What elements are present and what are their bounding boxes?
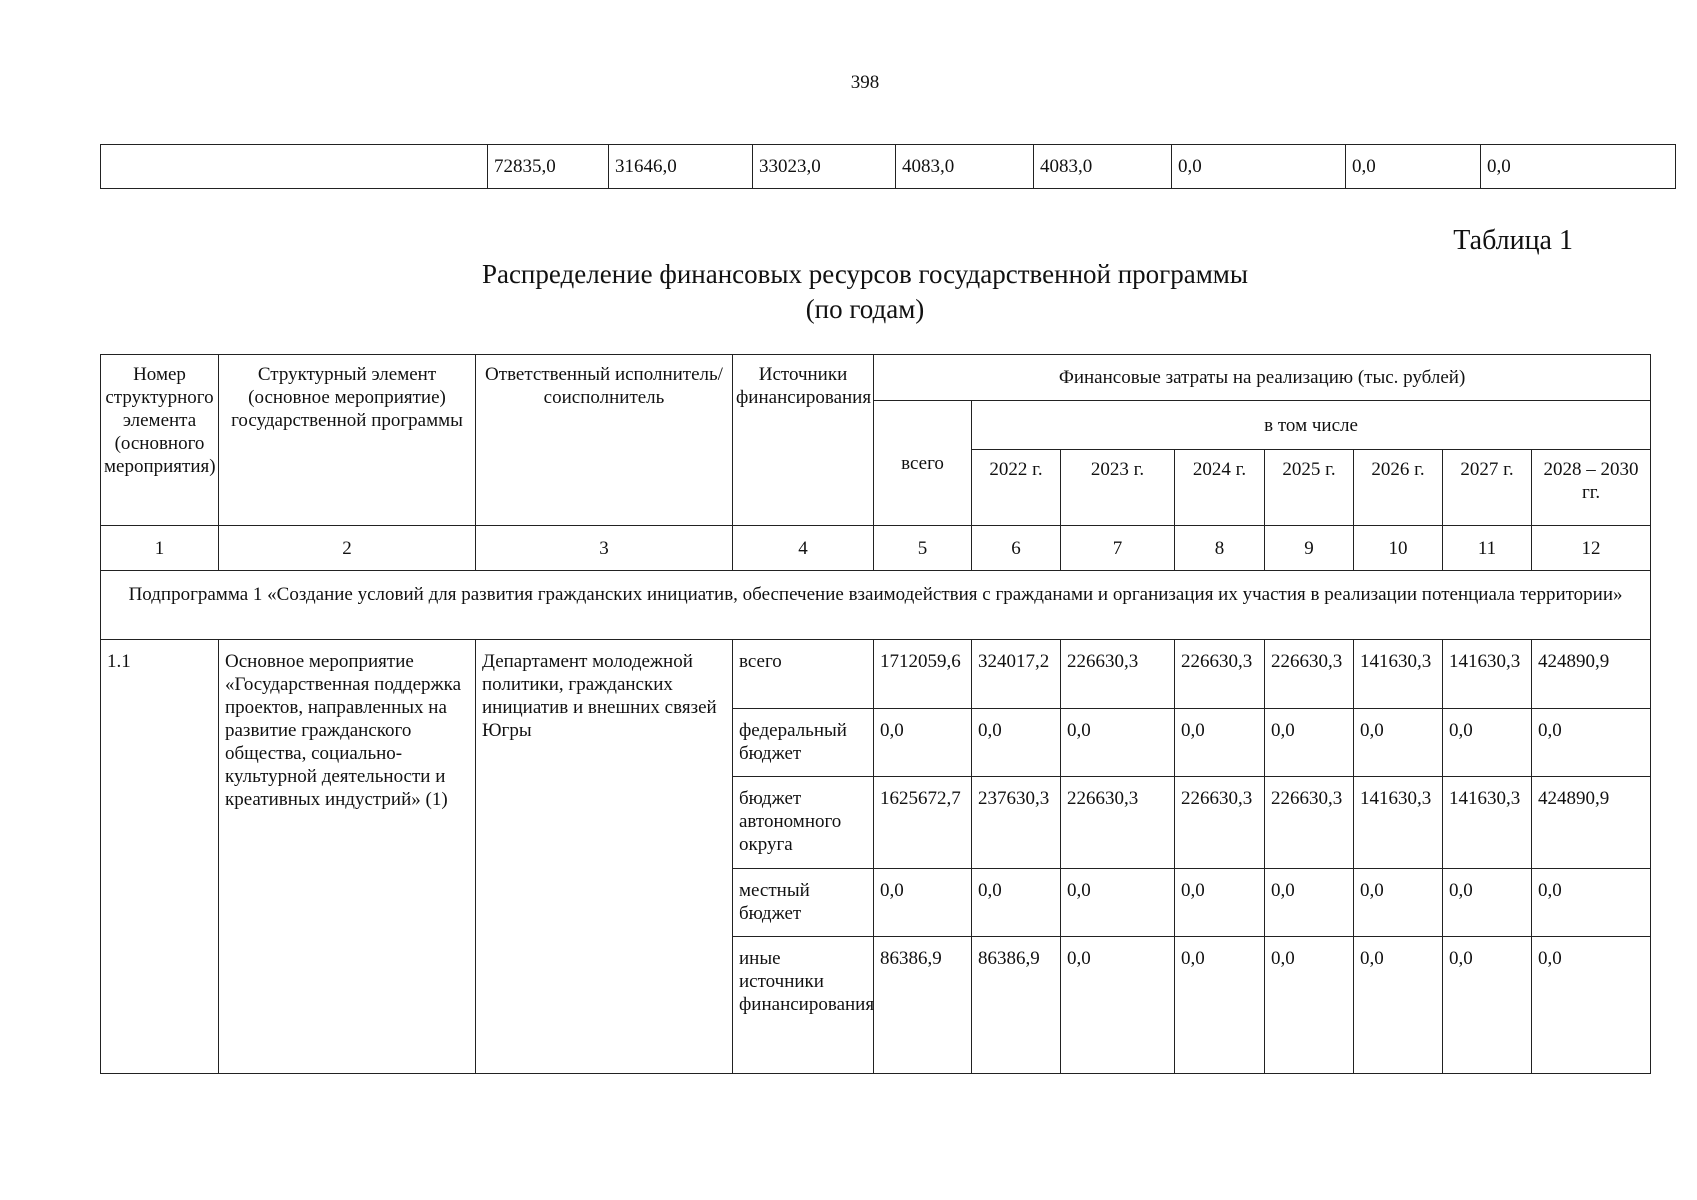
- table-header: [101, 355, 1651, 526]
- value-cell: 86386,9: [874, 937, 972, 1074]
- value-cell: 0,0: [874, 709, 972, 777]
- value-cell: 0,0: [1265, 937, 1354, 1074]
- value-cell: 226630,3: [1175, 777, 1265, 869]
- value-cell: 0,0: [1061, 709, 1175, 777]
- value-cell: 141630,3: [1443, 777, 1532, 869]
- carry-cell: 0,0: [1481, 145, 1676, 189]
- value-cell: 0,0: [1443, 869, 1532, 937]
- value-cell: 1712059,6: [874, 640, 972, 709]
- column-number: 1: [101, 526, 219, 571]
- funding-source: местный бюджет: [733, 869, 874, 937]
- carry-over-row-table: [100, 144, 1676, 189]
- column-number: 4: [733, 526, 874, 571]
- header-structural-element: Структурный элемент (основное мероприятие) государственной программы: [219, 355, 476, 526]
- value-cell: 141630,3: [1354, 777, 1443, 869]
- value-cell: 0,0: [1061, 937, 1175, 1074]
- table-caption: Таблица 1: [1453, 225, 1573, 256]
- carry-over-row: [101, 145, 1676, 189]
- column-number: 7: [1061, 526, 1175, 571]
- subprogram-row: [101, 571, 1651, 640]
- column-number-row: [101, 526, 1651, 571]
- table-title-line2: (по годам): [805, 294, 925, 324]
- value-cell: 0,0: [1265, 869, 1354, 937]
- value-cell: 141630,3: [1354, 640, 1443, 709]
- carry-cell: 4083,0: [896, 145, 1034, 189]
- value-cell: 0,0: [1532, 937, 1651, 1074]
- carry-cell: 72835,0: [488, 145, 609, 189]
- header-year: 2027 г.: [1443, 450, 1532, 526]
- value-cell: 0,0: [1443, 937, 1532, 1074]
- value-cell: 424890,9: [1532, 777, 1651, 869]
- table-row: [101, 640, 1651, 709]
- column-number: 6: [972, 526, 1061, 571]
- column-number: 10: [1354, 526, 1443, 571]
- carry-cell: 33023,0: [753, 145, 896, 189]
- value-cell: 0,0: [1061, 869, 1175, 937]
- funding-source: всего: [733, 640, 874, 709]
- value-cell: 0,0: [1175, 937, 1265, 1074]
- value-cell: 1625672,7: [874, 777, 972, 869]
- value-cell: 0,0: [874, 869, 972, 937]
- value-cell: 324017,2: [972, 640, 1061, 709]
- header-year: 2026 г.: [1354, 450, 1443, 526]
- header-year: 2023 г.: [1061, 450, 1175, 526]
- header-year: 2022 г.: [972, 450, 1061, 526]
- carry-cell: 0,0: [1172, 145, 1346, 189]
- value-cell: 0,0: [972, 709, 1061, 777]
- value-cell: 0,0: [1532, 709, 1651, 777]
- item-executor: Департамент молодежной политики, гражданских инициатив и внешних связей Югры: [476, 640, 733, 1074]
- column-number: 2: [219, 526, 476, 571]
- item-name: Основное мероприятие «Государственная поддержка проектов, направленных на развитие гражданского общества, социально-культурной деятельности и креативных индустрий» (1): [219, 640, 476, 1074]
- value-cell: 226630,3: [1175, 640, 1265, 709]
- value-cell: 86386,9: [972, 937, 1061, 1074]
- value-cell: 226630,3: [1061, 640, 1175, 709]
- value-cell: 0,0: [1175, 709, 1265, 777]
- value-cell: 0,0: [1532, 869, 1651, 937]
- header-year: 2024 г.: [1175, 450, 1265, 526]
- subprogram-title: Подпрограмма 1 «Создание условий для развития гражданских инициатив, обеспечение взаимодействия с гражданами и организация их участия в реализации потенциала территории»: [101, 571, 1651, 640]
- column-number: 3: [476, 526, 733, 571]
- value-cell: 0,0: [1354, 869, 1443, 937]
- header-financial-costs: Финансовые затраты на реализацию (тыс. рублей): [874, 355, 1651, 401]
- header-total: всего: [874, 401, 972, 526]
- funding-source: иные источники финансирования: [733, 937, 874, 1074]
- value-cell: 0,0: [1354, 709, 1443, 777]
- value-cell: 226630,3: [1265, 640, 1354, 709]
- value-cell: 226630,3: [1061, 777, 1175, 869]
- header-including: в том числе: [972, 401, 1651, 450]
- table-title: [0, 257, 1697, 327]
- column-number: 11: [1443, 526, 1532, 571]
- header-funding-sources: Источники финансирования: [733, 355, 874, 526]
- value-cell: 0,0: [972, 869, 1061, 937]
- column-number: 5: [874, 526, 972, 571]
- financial-distribution-table: [100, 354, 1651, 1074]
- value-cell: 226630,3: [1265, 777, 1354, 869]
- header-item-number: Номер структурного элемента (основного мероприятия): [101, 355, 219, 526]
- column-number: 12: [1532, 526, 1651, 571]
- value-cell: 237630,3: [972, 777, 1061, 869]
- header-executor: Ответственный исполнитель/соисполнитель: [476, 355, 733, 526]
- carry-cell: 31646,0: [609, 145, 753, 189]
- header-year: 2028 – 2030 гг.: [1532, 450, 1651, 526]
- table-title-line1: Распределение финансовых ресурсов государственной программы: [481, 259, 1249, 289]
- column-number: 9: [1265, 526, 1354, 571]
- value-cell: 424890,9: [1532, 640, 1651, 709]
- value-cell: 0,0: [1443, 709, 1532, 777]
- column-number: 8: [1175, 526, 1265, 571]
- carry-cell: 4083,0: [1034, 145, 1172, 189]
- page-number: 398: [850, 72, 880, 93]
- carry-cell: 0,0: [1346, 145, 1481, 189]
- funding-source: федеральный бюджет: [733, 709, 874, 777]
- carry-empty-cell: [101, 145, 488, 189]
- value-cell: 0,0: [1175, 869, 1265, 937]
- value-cell: 0,0: [1265, 709, 1354, 777]
- funding-source: бюджет автономного округа: [733, 777, 874, 869]
- header-year: 2025 г.: [1265, 450, 1354, 526]
- value-cell: 141630,3: [1443, 640, 1532, 709]
- item-number: 1.1: [101, 640, 219, 1074]
- value-cell: 0,0: [1354, 937, 1443, 1074]
